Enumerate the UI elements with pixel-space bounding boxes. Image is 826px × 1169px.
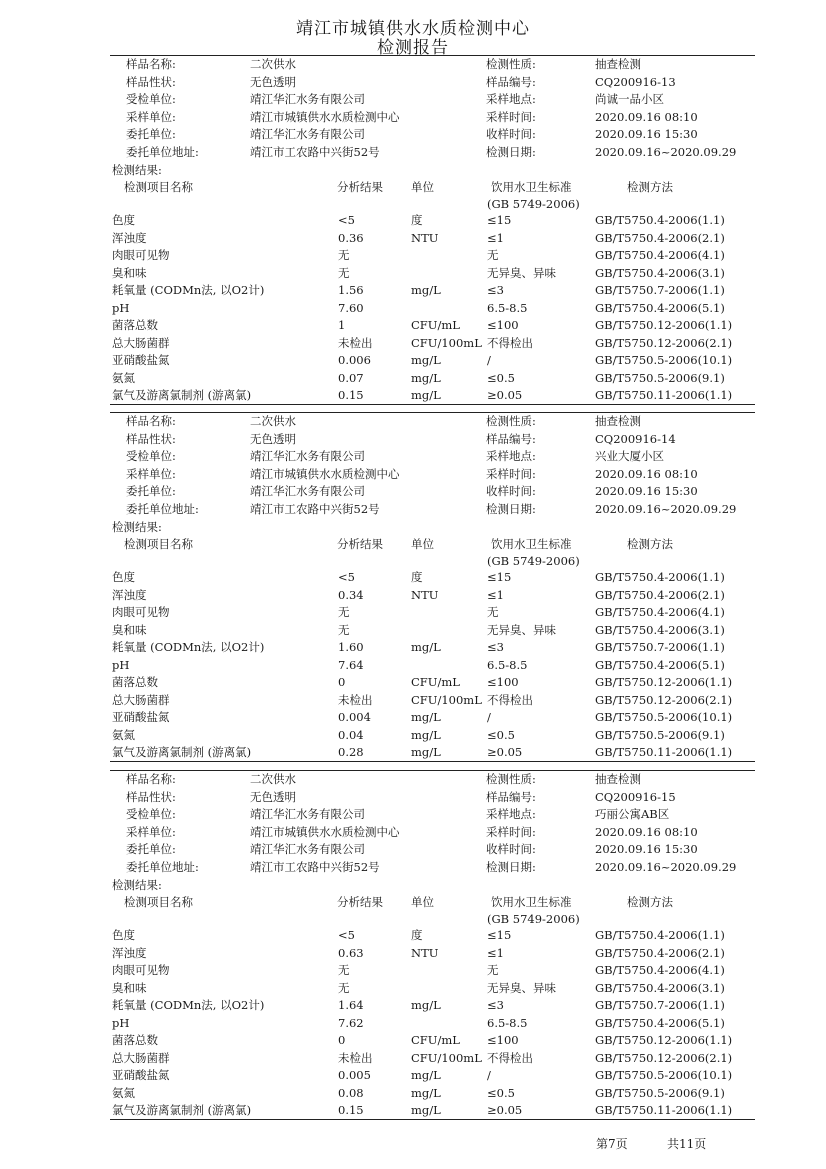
item-standard: 不得检出 — [487, 335, 533, 350]
item-result: 无 — [338, 622, 350, 637]
item-name: 氨氮 — [112, 1085, 135, 1100]
item-unit: mg/L — [411, 353, 441, 367]
item-result: 0.005 — [338, 1068, 371, 1082]
item-method: GB/T5750.5-2006(10.1) — [595, 353, 733, 367]
item-standard: ≤1 — [487, 587, 504, 602]
item-unit: mg/L — [411, 745, 441, 759]
item-result: 0.04 — [338, 727, 364, 742]
info-value-inspected-unit: 靖江华汇水务有限公司 — [250, 92, 365, 107]
info-value-sample-name: 二次供水 — [250, 772, 296, 786]
item-method: GB/T5750.12-2006(2.1) — [595, 335, 733, 350]
info-value-client-address: 靖江市工农路中兴街52号 — [250, 502, 380, 516]
results-heading: 检测结果: — [112, 520, 162, 534]
info-label-sample-no: 样品编号: — [486, 789, 536, 804]
section-divider — [110, 55, 755, 56]
item-result: 1.60 — [338, 640, 364, 654]
item-standard: ≤0.5 — [487, 1085, 515, 1100]
item-name: 亚硝酸盐氮 — [112, 353, 170, 367]
item-standard: ≤100 — [487, 675, 519, 689]
item-unit: NTU — [411, 230, 439, 245]
item-result: 0.36 — [338, 230, 364, 245]
item-unit: mg/L — [411, 640, 441, 654]
item-result: 0.07 — [338, 370, 364, 385]
info-value-test-nature: 抽查检测 — [595, 414, 641, 428]
info-label-sampling-site: 采样地点: — [486, 92, 536, 107]
item-name: 耗氧量 (CODMn法, 以O2计) — [112, 640, 265, 654]
item-standard: ≥0.05 — [487, 745, 523, 759]
info-value-sampling-site: 尚诚一品小区 — [595, 92, 664, 107]
item-name: 氯气及游离氯制剂 (游离氯) — [112, 1103, 252, 1117]
item-method: GB/T5750.12-2006(1.1) — [595, 1033, 733, 1047]
info-label-sampling-site: 采样地点: — [486, 807, 536, 822]
info-label-sample-name: 样品名称: — [126, 57, 176, 71]
item-standard: ≤15 — [487, 213, 512, 227]
item-standard: 无异臭、异味 — [487, 265, 556, 280]
item-result: 未检出 — [338, 335, 373, 350]
info-label-client-unit: 委托单位: — [126, 127, 176, 142]
info-value-sample-state: 无色透明 — [250, 789, 296, 804]
info-value-test-date: 2020.09.16~2020.09.29 — [595, 502, 737, 516]
info-value-client-address: 靖江市工农路中兴街52号 — [250, 860, 380, 874]
info-label-sampling-time: 采样时间: — [486, 824, 536, 839]
item-result: 0.006 — [338, 353, 371, 367]
info-value-sampling-site: 兴业大厦小区 — [595, 449, 664, 464]
item-method: GB/T5750.11-2006(1.1) — [595, 388, 733, 402]
info-value-sample-name: 二次供水 — [250, 414, 296, 428]
info-value-client-unit: 靖江华汇水务有限公司 — [250, 842, 365, 857]
col-header-standard: 饮用水卫生标准 — [491, 180, 572, 194]
item-method: GB/T5750.4-2006(5.1) — [595, 300, 725, 315]
info-value-receive-time: 2020.09.16 15:30 — [595, 127, 698, 142]
item-result: 无 — [338, 265, 350, 280]
item-name: 亚硝酸盐氮 — [112, 710, 170, 724]
col-header-item: 检测项目名称 — [124, 895, 193, 909]
info-label-receive-time: 收样时间: — [486, 127, 536, 142]
item-result: 1.64 — [338, 998, 364, 1012]
item-name: 氨氮 — [112, 727, 135, 742]
info-value-sample-state: 无色透明 — [250, 431, 296, 446]
item-name: 臭和味 — [112, 265, 147, 280]
info-label-inspected-unit: 受检单位: — [126, 92, 176, 107]
info-value-sampling-unit: 靖江市城镇供水水质检测中心 — [250, 466, 400, 481]
item-result: 无 — [338, 980, 350, 995]
info-value-sample-no: CQ200916-15 — [595, 789, 676, 804]
item-name: 总大肠菌群 — [112, 1050, 170, 1065]
item-name: 菌落总数 — [112, 318, 158, 332]
item-method: GB/T5750.5-2006(10.1) — [595, 710, 733, 724]
item-unit: mg/L — [411, 1103, 441, 1117]
item-name: 色度 — [112, 570, 135, 584]
item-unit: CFU/mL — [411, 675, 460, 689]
item-name: pH — [112, 300, 130, 315]
col-header-standard-code: (GB 5749-2006) — [487, 554, 580, 568]
info-label-receive-time: 收样时间: — [486, 842, 536, 857]
item-unit: CFU/100mL — [411, 335, 482, 350]
item-name: 耗氧量 (CODMn法, 以O2计) — [112, 998, 265, 1012]
item-result: 0.004 — [338, 710, 371, 724]
section-divider — [110, 412, 755, 413]
item-standard: ≤3 — [487, 640, 504, 654]
col-header-unit: 单位 — [411, 180, 434, 194]
info-label-sample-state: 样品性状: — [126, 74, 176, 89]
item-result: 0 — [338, 675, 346, 689]
item-standard: ≤100 — [487, 318, 519, 332]
item-standard: ≤1 — [487, 945, 504, 960]
info-value-test-nature: 抽查检测 — [595, 772, 641, 786]
item-name: 肉眼可见物 — [112, 963, 170, 977]
item-method: GB/T5750.4-2006(2.1) — [595, 587, 725, 602]
info-value-inspected-unit: 靖江华汇水务有限公司 — [250, 807, 365, 822]
item-standard: / — [487, 710, 491, 724]
page-total: 共11页 — [667, 1137, 707, 1151]
item-result: <5 — [338, 570, 355, 584]
info-value-client-unit: 靖江华汇水务有限公司 — [250, 484, 365, 499]
info-label-sampling-unit: 采样单位: — [126, 109, 176, 124]
item-method: GB/T5750.12-2006(2.1) — [595, 1050, 733, 1065]
col-header-result: 分析结果 — [337, 180, 383, 194]
info-value-test-date: 2020.09.16~2020.09.29 — [595, 860, 737, 874]
item-unit: mg/L — [411, 388, 441, 402]
item-standard: ≤15 — [487, 928, 512, 942]
info-label-inspected-unit: 受检单位: — [126, 449, 176, 464]
item-name: 菌落总数 — [112, 675, 158, 689]
item-standard: 6.5-8.5 — [487, 657, 528, 672]
info-value-sampling-unit: 靖江市城镇供水水质检测中心 — [250, 109, 400, 124]
item-method: GB/T5750.7-2006(1.1) — [595, 640, 725, 654]
item-name: 浑浊度 — [112, 945, 147, 960]
results-heading: 检测结果: — [112, 878, 162, 892]
col-header-standard: 饮用水卫生标准 — [491, 537, 572, 551]
col-header-item: 检测项目名称 — [124, 180, 193, 194]
info-label-receive-time: 收样时间: — [486, 484, 536, 499]
info-label-sample-name: 样品名称: — [126, 772, 176, 786]
item-name: pH — [112, 1015, 130, 1030]
info-value-sample-state: 无色透明 — [250, 74, 296, 89]
item-result: 1.56 — [338, 283, 364, 297]
info-label-test-date: 检测日期: — [486, 502, 536, 516]
item-standard: ≤1 — [487, 230, 504, 245]
info-label-sample-state: 样品性状: — [126, 789, 176, 804]
info-label-client-unit: 委托单位: — [126, 842, 176, 857]
item-name: 菌落总数 — [112, 1033, 158, 1047]
item-method: GB/T5750.4-2006(3.1) — [595, 265, 725, 280]
info-label-client-address: 委托单位地址: — [126, 502, 199, 516]
info-value-sampling-time: 2020.09.16 08:10 — [595, 466, 698, 481]
item-result: 0 — [338, 1033, 346, 1047]
page-number: 第7页 — [596, 1137, 628, 1151]
info-value-sampling-time: 2020.09.16 08:10 — [595, 824, 698, 839]
item-method: GB/T5750.5-2006(9.1) — [595, 727, 725, 742]
item-result: 无 — [338, 963, 350, 977]
item-unit: mg/L — [411, 1068, 441, 1082]
item-standard: ≥0.05 — [487, 1103, 523, 1117]
item-name: 氯气及游离氯制剂 (游离氯) — [112, 388, 252, 402]
item-method: GB/T5750.5-2006(9.1) — [595, 370, 725, 385]
item-standard: ≤3 — [487, 998, 504, 1012]
item-unit: mg/L — [411, 283, 441, 297]
item-standard: / — [487, 353, 491, 367]
item-method: GB/T5750.12-2006(2.1) — [595, 692, 733, 707]
info-label-sample-no: 样品编号: — [486, 74, 536, 89]
section-divider — [110, 1119, 755, 1120]
item-result: 7.60 — [338, 300, 364, 315]
col-header-standard-code: (GB 5749-2006) — [487, 197, 580, 211]
item-method: GB/T5750.4-2006(2.1) — [595, 230, 725, 245]
info-value-sample-no: CQ200916-13 — [595, 74, 676, 89]
item-name: 总大肠菌群 — [112, 692, 170, 707]
info-label-sample-no: 样品编号: — [486, 431, 536, 446]
item-method: GB/T5750.4-2006(3.1) — [595, 622, 725, 637]
info-value-sampling-site: 巧丽公寓AB区 — [595, 807, 670, 822]
item-name: 肉眼可见物 — [112, 248, 170, 262]
info-value-inspected-unit: 靖江华汇水务有限公司 — [250, 449, 365, 464]
item-method: GB/T5750.4-2006(3.1) — [595, 980, 725, 995]
item-unit: CFU/100mL — [411, 1050, 482, 1065]
item-unit: mg/L — [411, 727, 441, 742]
item-standard: ≥0.05 — [487, 388, 523, 402]
item-unit: 度 — [411, 213, 423, 227]
item-name: pH — [112, 657, 130, 672]
item-result: 7.64 — [338, 657, 364, 672]
info-label-client-address: 委托单位地址: — [126, 860, 199, 874]
item-method: GB/T5750.4-2006(4.1) — [595, 248, 725, 262]
item-result: 无 — [338, 248, 350, 262]
item-standard: 无异臭、异味 — [487, 622, 556, 637]
info-value-sampling-time: 2020.09.16 08:10 — [595, 109, 698, 124]
item-method: GB/T5750.12-2006(1.1) — [595, 675, 733, 689]
item-standard: 6.5-8.5 — [487, 300, 528, 315]
info-label-client-unit: 委托单位: — [126, 484, 176, 499]
item-result: 无 — [338, 605, 350, 619]
item-name: 色度 — [112, 213, 135, 227]
item-result: 未检出 — [338, 1050, 373, 1065]
item-result: 0.08 — [338, 1085, 364, 1100]
item-name: 肉眼可见物 — [112, 605, 170, 619]
item-unit: CFU/mL — [411, 318, 460, 332]
item-unit: 度 — [411, 928, 423, 942]
info-label-inspected-unit: 受检单位: — [126, 807, 176, 822]
info-label-sampling-time: 采样时间: — [486, 109, 536, 124]
info-value-test-nature: 抽查检测 — [595, 57, 641, 71]
item-name: 氨氮 — [112, 370, 135, 385]
item-method: GB/T5750.12-2006(1.1) — [595, 318, 733, 332]
item-result: 0.15 — [338, 1103, 364, 1117]
info-value-receive-time: 2020.09.16 15:30 — [595, 484, 698, 499]
item-name: 浑浊度 — [112, 587, 147, 602]
info-label-test-nature: 检测性质: — [486, 57, 536, 71]
info-label-sampling-unit: 采样单位: — [126, 824, 176, 839]
item-name: 臭和味 — [112, 980, 147, 995]
report-title: 靖江市城镇供水水质检测中心 — [296, 19, 530, 39]
info-label-test-date: 检测日期: — [486, 145, 536, 159]
item-method: GB/T5750.4-2006(5.1) — [595, 657, 725, 672]
info-value-client-address: 靖江市工农路中兴街52号 — [250, 145, 380, 159]
section-divider — [110, 770, 755, 771]
item-unit: mg/L — [411, 710, 441, 724]
results-heading: 检测结果: — [112, 163, 162, 177]
info-value-client-unit: 靖江华汇水务有限公司 — [250, 127, 365, 142]
item-unit: NTU — [411, 587, 439, 602]
item-standard: 不得检出 — [487, 1050, 533, 1065]
item-name: 耗氧量 (CODMn法, 以O2计) — [112, 283, 265, 297]
section-divider — [110, 761, 755, 762]
item-standard: ≤0.5 — [487, 727, 515, 742]
item-standard: 无异臭、异味 — [487, 980, 556, 995]
info-value-sampling-unit: 靖江市城镇供水水质检测中心 — [250, 824, 400, 839]
col-header-method: 检测方法 — [627, 180, 673, 194]
info-value-receive-time: 2020.09.16 15:30 — [595, 842, 698, 857]
section-divider — [110, 404, 755, 405]
item-method: GB/T5750.5-2006(9.1) — [595, 1085, 725, 1100]
info-value-sample-name: 二次供水 — [250, 57, 296, 71]
col-header-standard-code: (GB 5749-2006) — [487, 912, 580, 926]
info-label-sample-name: 样品名称: — [126, 414, 176, 428]
col-header-standard: 饮用水卫生标准 — [491, 895, 572, 909]
item-method: GB/T5750.7-2006(1.1) — [595, 283, 725, 297]
report-subtitle: 检测报告 — [377, 38, 449, 58]
item-method: GB/T5750.4-2006(5.1) — [595, 1015, 725, 1030]
item-result: 0.34 — [338, 587, 364, 602]
col-header-unit: 单位 — [411, 537, 434, 551]
item-result: 7.62 — [338, 1015, 364, 1030]
item-unit: mg/L — [411, 998, 441, 1012]
item-method: GB/T5750.4-2006(1.1) — [595, 213, 725, 227]
item-standard: ≤3 — [487, 283, 504, 297]
col-header-unit: 单位 — [411, 895, 434, 909]
item-name: 浑浊度 — [112, 230, 147, 245]
item-unit: 度 — [411, 570, 423, 584]
item-unit: CFU/mL — [411, 1033, 460, 1047]
item-method: GB/T5750.5-2006(10.1) — [595, 1068, 733, 1082]
item-method: GB/T5750.7-2006(1.1) — [595, 998, 725, 1012]
col-header-method: 检测方法 — [627, 537, 673, 551]
item-result: 0.28 — [338, 745, 364, 759]
item-unit: mg/L — [411, 1085, 441, 1100]
item-name: 臭和味 — [112, 622, 147, 637]
info-label-sample-state: 样品性状: — [126, 431, 176, 446]
info-label-sampling-unit: 采样单位: — [126, 466, 176, 481]
item-method: GB/T5750.4-2006(1.1) — [595, 928, 725, 942]
item-result: <5 — [338, 928, 355, 942]
item-result: 未检出 — [338, 692, 373, 707]
item-method: GB/T5750.4-2006(4.1) — [595, 963, 725, 977]
item-name: 亚硝酸盐氮 — [112, 1068, 170, 1082]
col-header-item: 检测项目名称 — [124, 537, 193, 551]
item-method: GB/T5750.11-2006(1.1) — [595, 1103, 733, 1117]
item-standard: 无 — [487, 605, 499, 619]
item-result: 0.63 — [338, 945, 364, 960]
item-standard: ≤100 — [487, 1033, 519, 1047]
item-method: GB/T5750.4-2006(2.1) — [595, 945, 725, 960]
info-label-sampling-site: 采样地点: — [486, 449, 536, 464]
item-standard: / — [487, 1068, 491, 1082]
item-result: <5 — [338, 213, 355, 227]
item-standard: ≤0.5 — [487, 370, 515, 385]
item-result: 1 — [338, 318, 346, 332]
info-label-sampling-time: 采样时间: — [486, 466, 536, 481]
item-method: GB/T5750.4-2006(4.1) — [595, 605, 725, 619]
item-standard: 无 — [487, 963, 499, 977]
info-label-test-date: 检测日期: — [486, 860, 536, 874]
item-standard: ≤15 — [487, 570, 512, 584]
item-method: GB/T5750.11-2006(1.1) — [595, 745, 733, 759]
item-unit: NTU — [411, 945, 439, 960]
item-result: 0.15 — [338, 388, 364, 402]
item-name: 总大肠菌群 — [112, 335, 170, 350]
item-name: 氯气及游离氯制剂 (游离氯) — [112, 745, 252, 759]
info-label-client-address: 委托单位地址: — [126, 145, 199, 159]
info-label-test-nature: 检测性质: — [486, 414, 536, 428]
info-value-sample-no: CQ200916-14 — [595, 431, 676, 446]
item-standard: 6.5-8.5 — [487, 1015, 528, 1030]
item-unit: mg/L — [411, 370, 441, 385]
info-label-test-nature: 检测性质: — [486, 772, 536, 786]
col-header-result: 分析结果 — [337, 537, 383, 551]
col-header-result: 分析结果 — [337, 895, 383, 909]
info-value-test-date: 2020.09.16~2020.09.29 — [595, 145, 737, 159]
item-unit: CFU/100mL — [411, 692, 482, 707]
item-standard: 无 — [487, 248, 499, 262]
col-header-method: 检测方法 — [627, 895, 673, 909]
item-standard: 不得检出 — [487, 692, 533, 707]
item-method: GB/T5750.4-2006(1.1) — [595, 570, 725, 584]
item-name: 色度 — [112, 928, 135, 942]
